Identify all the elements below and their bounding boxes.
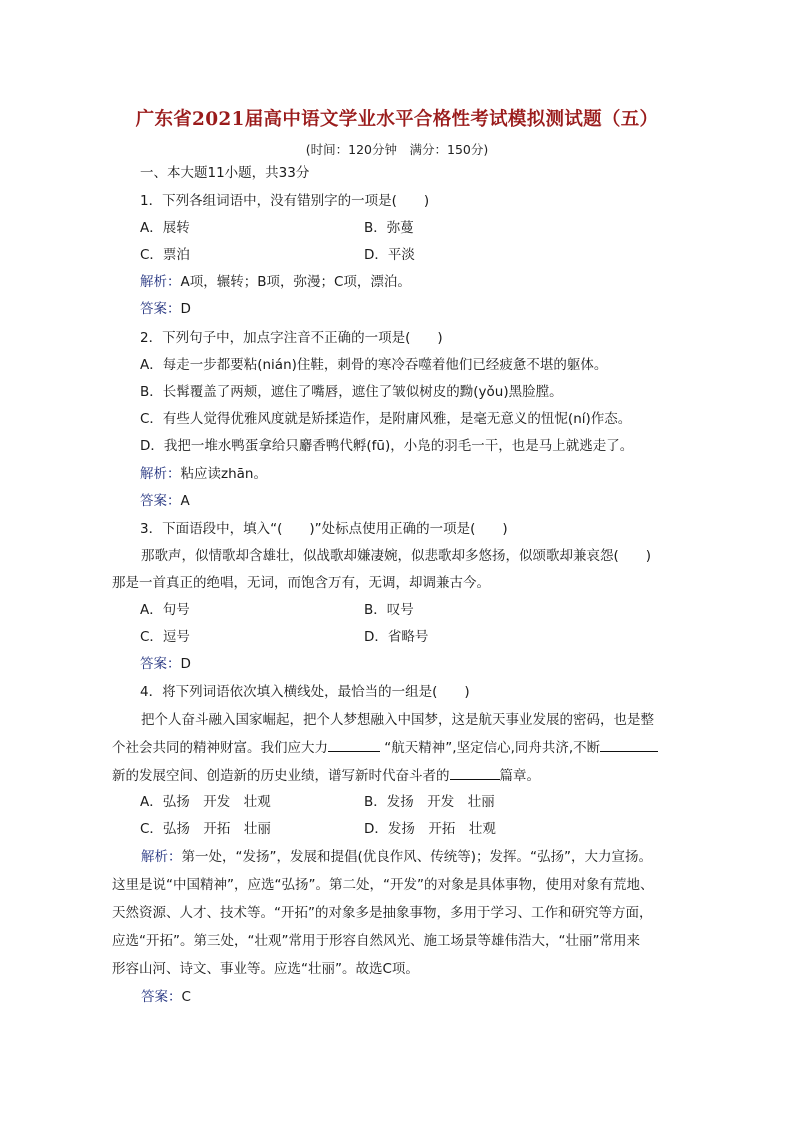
analysis-text: A项，辗转；B项，弥漫；C项，漂泊。 [180, 274, 411, 290]
q1-option-c: C．票泊 [140, 247, 190, 263]
q1-option-d: D．平淡 [364, 247, 415, 263]
fill-blank-2 [600, 739, 658, 752]
q3-option-c: C．逗号 [140, 629, 190, 645]
exam-subtitle: (时间：120分钟 满分：150分) [305, 142, 489, 157]
q2-stem: 2．下列句子中，加点字注音不正确的一项是( ) [140, 330, 443, 346]
q4-analysis-line-5: 形容山河、诗文、事业等。应选“壮丽”。故选C项。 [112, 961, 419, 977]
q2-option-b: B．长髯覆盖了两颊，遮住了嘴唇，遮住了皱似树皮的黝(yǒu)黑脸膛。 [140, 384, 563, 400]
answer-value: C [181, 989, 191, 1005]
q4-analysis-line-1 [141, 848, 652, 866]
analysis-label: 解析： [141, 849, 182, 865]
q2-option-a: A．每走一步都要粘(nián)住鞋，刺骨的寒冷吞噬着他们已经疲惫不堪的躯体。 [140, 357, 608, 373]
analysis-text: 粘应读zhān。 [180, 466, 267, 482]
q2-answer [140, 492, 190, 510]
passage-text: 篇章。 [499, 768, 540, 784]
fill-blank-1 [328, 739, 380, 752]
q3-passage-line-2: 那是一首真正的绝唱，无词，而饱含万有，无调，却调兼古今。 [112, 575, 490, 591]
answer-label: 答案： [140, 656, 181, 672]
fill-blank-3 [450, 767, 500, 780]
q4-option-b: B．发扬 开发 壮丽 [364, 794, 495, 810]
answer-label: 答案： [140, 493, 181, 509]
q2-analysis [140, 465, 267, 483]
q4-analysis-line-3: 天然资源、人才、技术等。“开拓”的对象多是抽象事物，多用于学习、工作和研究等方面， [112, 905, 653, 921]
q4-option-a: A．弘扬 开发 壮观 [140, 794, 271, 810]
q3-stem: 3．下面语段中，填入“( )”处标点使用正确的一项是( ) [140, 521, 508, 537]
analysis-text: 第一处，“发扬”，发展和提倡(优良作风、传统等)；发挥。“弘扬”，大力宣扬。 [181, 849, 653, 865]
exam-title: 广东省2021届高中语文学业水平合格性考试模拟测试题（五） [135, 109, 659, 130]
answer-value: A [180, 493, 190, 509]
q1-stem: 1．下列各组词语中，没有错别字的一项是( ) [140, 193, 430, 209]
q3-answer [140, 655, 191, 673]
q2-option-c: C．有些人觉得优雅风度就是矫揉造作，是附庸风雅，是毫无意义的忸怩(ní)作态。 [140, 411, 632, 427]
answer-label: 答案： [141, 989, 182, 1005]
q4-passage-line-2 [112, 739, 658, 757]
section-heading: 一、本大题11小题，共33分 [140, 165, 310, 181]
q3-option-a: A．句号 [140, 602, 190, 618]
q4-answer [141, 988, 191, 1006]
q1-option-b: B．弥蔓 [364, 220, 414, 236]
q1-analysis [140, 273, 411, 291]
q4-stem: 4．将下列词语依次填入横线处，最恰当的一组是( ) [140, 684, 470, 700]
q3-passage-line-1: 那歌声，似情歌却含雄壮，似战歌却嫌凄婉，似悲歌却多悠扬，似颂歌却兼哀怨( ) [141, 548, 652, 564]
answer-label: 答案： [140, 301, 181, 317]
q3-option-b: B．叹号 [364, 602, 414, 618]
q3-option-d: D．省略号 [364, 629, 429, 645]
q4-passage-line-3 [112, 767, 540, 785]
passage-text: 个社会共同的精神财富。我们应大力 [112, 740, 328, 756]
q2-option-d: D．我把一堆水鸭蛋拿给只麝香鸭代孵(fū)，小凫的羽毛一干，也是马上就逃走了。 [140, 438, 634, 454]
q4-analysis-line-4: 应选“开拓”。第三处，“壮观”常用于形容自然风光、施工场景等雄伟浩大，“壮丽”常用来 [112, 933, 640, 949]
passage-text: 新的发展空间、创造新的历史业绩，谱写新时代奋斗者的 [112, 768, 450, 784]
q4-passage-line-1: 把个人奋斗融入国家崛起，把个人梦想融入中国梦，这是航天事业发展的密码，也是整 [141, 712, 654, 728]
answer-value: D [180, 301, 191, 317]
passage-text: “航天精神”,坚定信心,同舟共济,不断 [384, 740, 601, 756]
analysis-label: 解析： [140, 466, 181, 482]
q1-option-a: A．展转 [140, 220, 190, 236]
answer-value: D [180, 656, 191, 672]
q4-option-d: D．发扬 开拓 壮观 [364, 821, 496, 837]
q4-option-c: C．弘扬 开拓 壮丽 [140, 821, 271, 837]
analysis-label: 解析： [140, 274, 181, 290]
q4-analysis-line-2: 这里是说“中国精神”，应选“弘扬”。第二处，“开发”的对象是具体事物，使用对象有荒地、 [112, 877, 654, 893]
q1-answer [140, 300, 191, 318]
